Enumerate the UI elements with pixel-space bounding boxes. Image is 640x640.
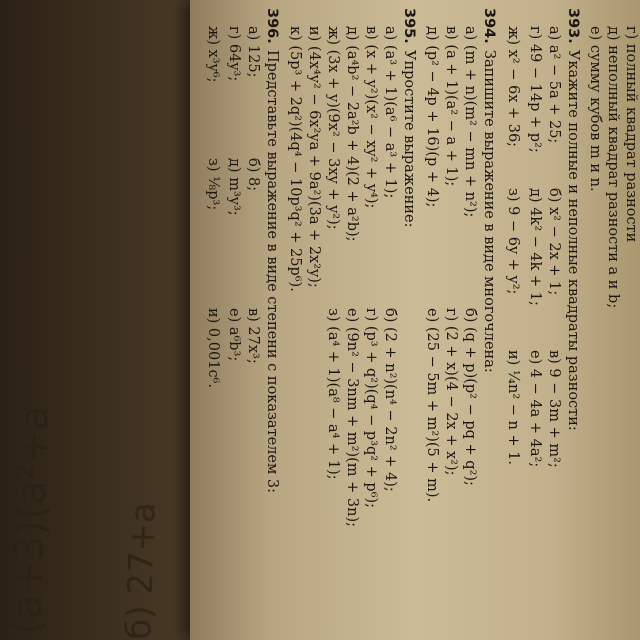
exercise-393-title: 393. Укажите полные и неполные квадраты разности:: [565, 8, 581, 431]
handwriting-part-1: (a+3)(a²+a: [4, 405, 58, 636]
exercise-395-row: а) (a³ + 1)(a⁶ − a³ + 1); б) (2 + n²)(n⁴ − 2n² + 4);: [382, 26, 398, 492]
handwriting-part-2: б) 27+a: [119, 501, 164, 640]
exercise-393-row: а) a² − 5a + 25; б) x² − 2x + 1; в) 9 − 3m + m²;: [546, 26, 562, 468]
exercise-394-row: в) (a + 1)(a² − a + 1); г) (2 + x)(4 − 2x + x²);: [443, 26, 459, 476]
exercise-394-row: д) (p² − 4p + 16)(p + 4); е) (25 − 5m + m²)(5 + m).: [424, 26, 440, 503]
exercise-396-row: а) 125; б) 8; в) 27x³;: [245, 26, 261, 364]
exercise-395-row: и) (4x⁴y² − 6x²ya + 9a²)(3a + 2x²y);: [306, 26, 322, 288]
exercise-395-row: в) (x + y²)(x² − xy² + y⁴); г) (p³ + q²)(q⁴ − p³q² + p⁶);: [363, 26, 379, 509]
header-line: г) полный квадрат разности: [623, 26, 639, 243]
exercise-396-row: г) 64y³; д) m³y³; е) a⁶b³;: [226, 26, 242, 362]
header-line: д) неполный квадрат разности a и b;: [605, 26, 621, 309]
exercise-393-row: ж) x² − 6x + 36; з) 9 − 6y + y²; и) ¼n² − n + 1.: [505, 26, 521, 466]
exercise-395-row: ж) (3x + y)(9x² − 3xy + y²); з) (a⁴ + 1)(a⁸ − a⁴ + 1);: [325, 26, 341, 480]
exercise-396-title: 396. Представьте выражение в виде степени с показателем 3:: [264, 8, 280, 493]
exercise-395-row: д) (a⁴b² − 2a²b + 4)(2 + a²b); е) (9n² − 3nm + m²)(m + 3n);: [344, 26, 360, 528]
exercise-395-row: к) (5p³ + 2q²)(4q⁴ − 10p³q² + 25p⁶).: [287, 26, 303, 292]
exercise-394-row: а) (m + n)(m² − mn + n²); б) (q + p)(p² − pq + q²);: [462, 26, 478, 486]
exercise-393-row: г) 49 − 14p + p²; д) 4k² − 4k + 1; е) 4 − 4a + 4a²;: [527, 26, 543, 468]
header-line: е) сумму кубов m и n.: [587, 26, 603, 192]
exercise-395-title: 395. Упростите выражение:: [401, 8, 417, 228]
exercise-text-block: [200, 8, 640, 628]
exercise-394-title: 394. Запишите выражение в виде многочлена:: [481, 8, 497, 373]
exercise-396-row: ж) x³y⁶; з) ⅛p³; и) 0,001c⁶.: [205, 26, 221, 388]
